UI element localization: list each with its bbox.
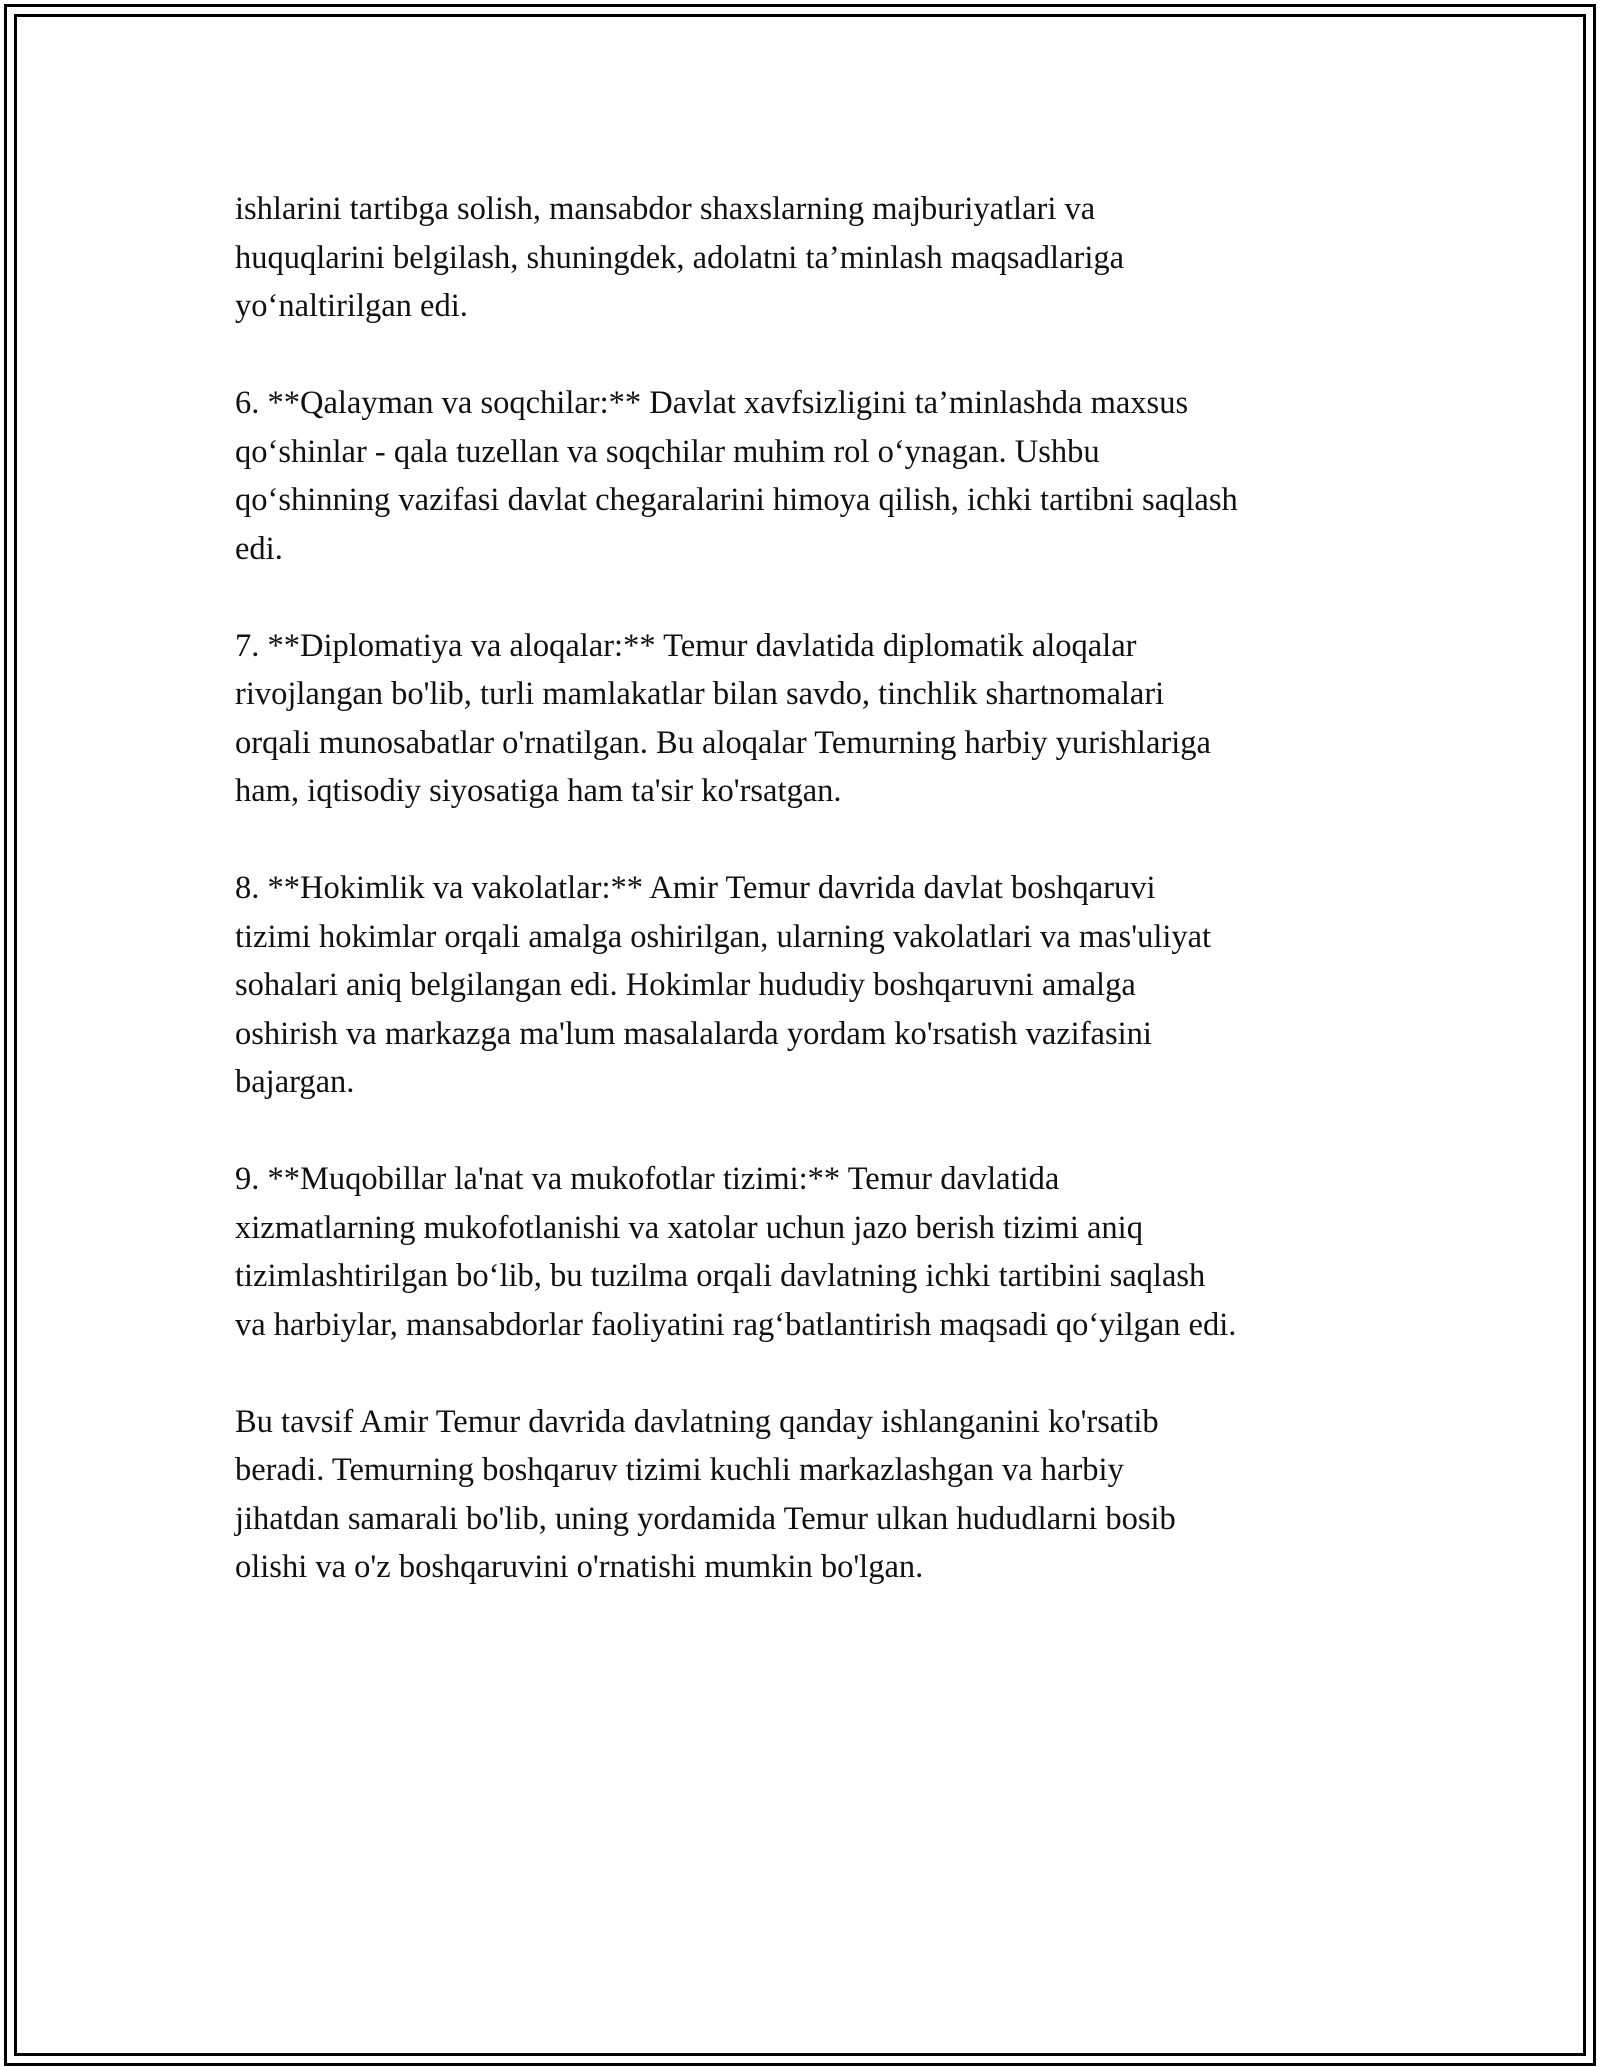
text-line: huquqlarini belgilash, shuningdek, adolatni ta’minlash maqsadlariga xyxy=(235,239,1125,276)
paragraph-item-9 xyxy=(235,1155,1385,1349)
text-line: olishi va o'z boshqaruvini o'rnatishi mumkin bo'lgan. xyxy=(235,1549,924,1585)
text-line: bajargan. xyxy=(235,1064,355,1100)
text-line: 6. **Qalayman va soqchilar:** Davlat xavfsizligini ta’minlashda maxsus xyxy=(235,385,1189,421)
text-line: va harbiylar, mansabdorlar faoliyatini rag‘batlantirish maqsadi qo‘yilgan edi. xyxy=(235,1306,1237,1343)
paragraph-conclusion xyxy=(235,1398,1385,1592)
text-line: orqali munosabatlar o'rnatilgan. Bu aloqalar Temurning harbiy yurishlariga xyxy=(235,724,1211,761)
paragraph-item-8 xyxy=(235,864,1385,1107)
text-line: Bu tavsif Amir Temur davrida davlatning qanday ishlanganini ko'rsatib xyxy=(235,1403,1159,1440)
text-line: 8. **Hokimlik va vakolatlar:** Amir Temur davrida davlat boshqaruvi xyxy=(235,870,1156,906)
text-line: beradi. Temurning boshqaruv tizimi kuchli markazlashgan va harbiy xyxy=(235,1452,1124,1488)
text-line: rivojlangan bo'lib, turli mamlakatlar bilan savdo, tinchlik shartnomalari xyxy=(235,676,1165,712)
text-line: tizimi hokimlar orqali amalga oshirilgan, ularning vakolatlari va mas'uliyat xyxy=(235,918,1212,955)
paragraph-item-6 xyxy=(235,379,1385,573)
text-line: xizmatlarning mukofotlanishi va xatolar uchun jazo berish tizimi aniq xyxy=(235,1209,1143,1246)
text-line: 7. **Diplomatiya va aloqalar:** Temur davlatida diplomatik aloqalar xyxy=(235,627,1137,664)
text-line: jihatdan samarali bo'lib, uning yordamida Temur ulkan hududlarni bosib xyxy=(235,1500,1176,1537)
text-line: yo‘naltirilgan edi. xyxy=(235,288,468,324)
text-line: edi. xyxy=(235,530,283,567)
text-line: sohalari aniq belgilangan edi. Hokimlar hududiy boshqaruvni amalga xyxy=(235,967,1136,1003)
text-line: qo‘shinning vazifasi davlat chegaralarini himoya qilish, ichki tartibni saqlash xyxy=(235,482,1238,518)
text-line: ishlarini tartibga solish, mansabdor shaxslarning majburiyatlari va xyxy=(235,191,1096,227)
text-line: 9. **Muqobillar la'nat va mukofotlar tizimi:** Temur davlatida xyxy=(235,1161,1060,1197)
text-line: tizimlashtirilgan bo‘lib, bu tuzilma orqali davlatning ichki tartibini saqlash xyxy=(235,1258,1206,1294)
paragraph-item-7 xyxy=(235,622,1385,816)
document-body xyxy=(235,185,1385,1640)
paragraph-intro-continuation xyxy=(235,185,1385,331)
text-line: ham, iqtisodiy siyosatiga ham ta'sir ko'rsatgan. xyxy=(235,773,842,809)
text-line: qo‘shinlar - qala tuzellan va soqchilar muhim rol o‘ynagan. Ushbu xyxy=(235,433,1100,470)
text-line: oshirish va markazga ma'lum masalalarda yordam ko'rsatish vazifasini xyxy=(235,1015,1152,1052)
